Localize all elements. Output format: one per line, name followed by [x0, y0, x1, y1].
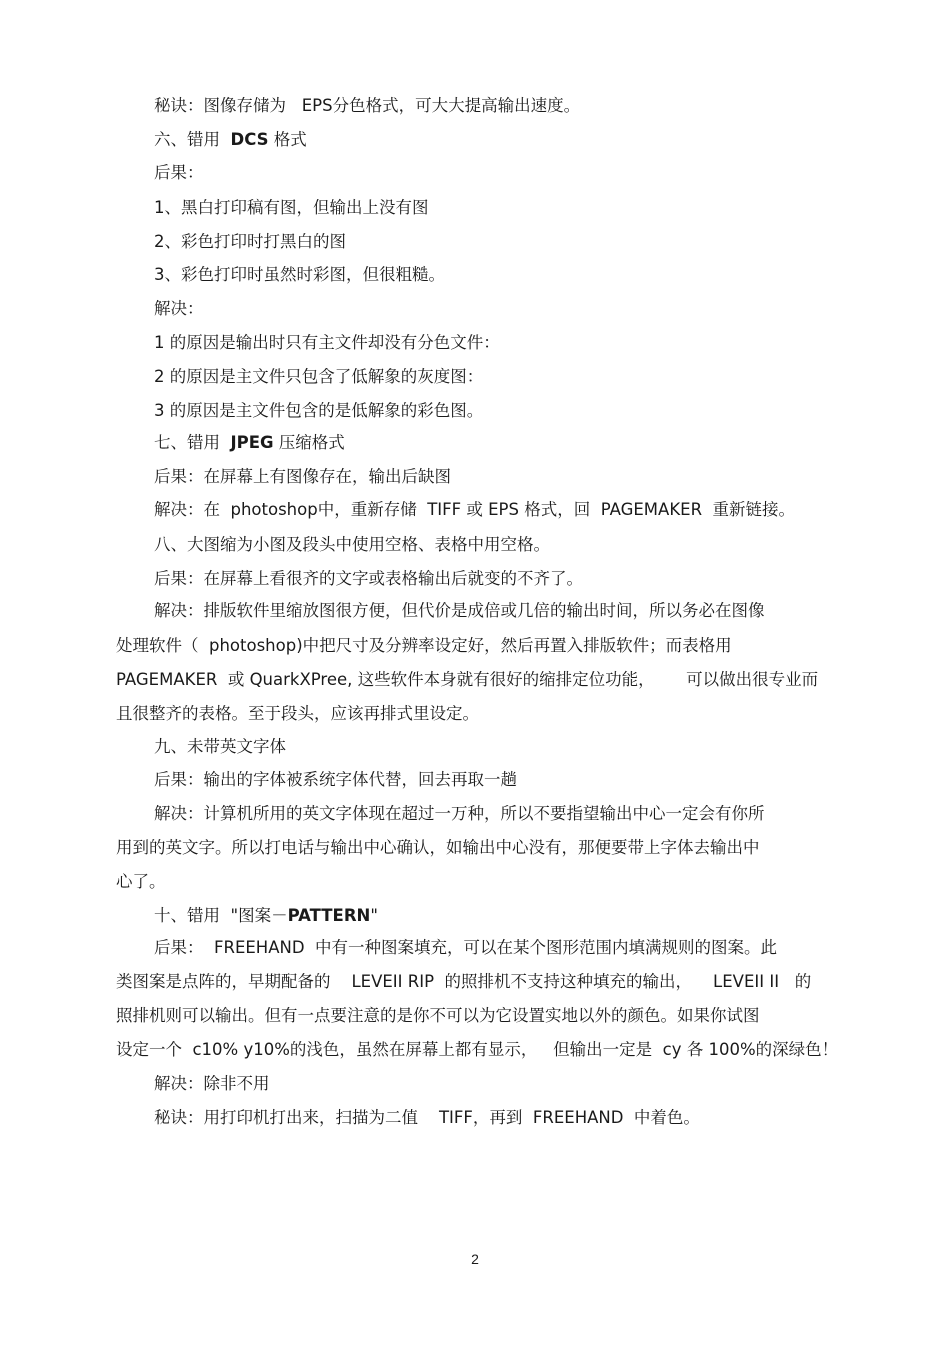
text-line: PAGEMAKER 或 QuarkXPree, 这些软件本身就有很好的缩排定位功能， 可以做出很专业而: [116, 670, 819, 689]
text-line: 3 的原因是主文件包含的是低解象的彩色图。: [154, 401, 484, 420]
text-line: 后果：在屏幕上有图像存在，输出后缺图: [154, 467, 451, 486]
text-line: 后果：输出的字体被系统字体代替，回去再取一趟: [154, 770, 517, 789]
text-line: 1 的原因是输出时只有主文件却没有分色文件：: [154, 333, 500, 352]
text-line: 解决：计算机所用的英文字体现在超过一万种，所以不要指望输出中心一定会有你所: [154, 804, 765, 823]
text-line: 解决：在 photoshop中，重新存储 TIFF 或 EPS 格式，回 PAGEMAKER 重新链接。: [154, 500, 796, 519]
section-heading: 八、大图缩为小图及段头中使用空格、表格中用空格。: [154, 535, 550, 554]
text-line: 解决：: [154, 299, 204, 318]
text-line: 且很整齐的表格。至于段头，应该再排式里设定。: [116, 704, 479, 723]
text-line: 后果：在屏幕上看很齐的文字或表格输出后就变的不齐了。: [154, 569, 583, 588]
text-line: 后果：: [154, 163, 204, 182]
text-line: 处理软件（ photoshop)中把尺寸及分辨率设定好，然后再置入排版软件；而表格用: [116, 636, 732, 655]
text-line: 2 的原因是主文件只包含了低解象的灰度图：: [154, 367, 484, 386]
page-number: 2: [471, 1251, 479, 1267]
text-line: 3、彩色打印时虽然时彩图，但很粗糙。: [154, 265, 445, 284]
text-line: 用到的英文字。所以打电话与输出中心确认，如输出中心没有，那便要带上字体去输出中: [116, 838, 760, 857]
section-heading: 十、错用 "图案－PATTERN": [154, 906, 378, 925]
text-line: 秘诀：图像存储为 EPS分色格式，可大大提高输出速度。: [154, 96, 581, 115]
section-heading: 九、未带英文字体: [154, 737, 286, 756]
section-heading: 六、错用 DCS 格式: [154, 130, 307, 149]
section-heading: 七、错用 JPEG 压缩格式: [154, 433, 345, 452]
text-line: 秘诀：用打印机打出来，扫描为二值 TIFF，再到 FREEHAND 中着色。: [154, 1108, 700, 1127]
text-line: 解决：排版软件里缩放图很方便，但代价是成倍或几倍的输出时间，所以务必在图像: [154, 601, 765, 620]
text-line: 1、黑白打印稿有图，但输出上没有图: [154, 198, 429, 217]
text-line: 2、彩色打印时打黑白的图: [154, 232, 346, 251]
text-line: 照排机则可以输出。但有一点要注意的是你不可以为它设置实地以外的颜色。如果你试图: [116, 1006, 760, 1025]
text-line: 解决：除非不用: [154, 1074, 270, 1093]
text-line: 后果： FREEHAND 中有一种图案填充，可以在某个图形范围内填满规则的图案。此: [154, 938, 778, 957]
text-line: 类图案是点阵的，早期配备的 LEVEII RIP 的照排机不支持这种填充的输出， LEVEII II 的: [116, 972, 812, 991]
text-line: 设定一个 c10% y10%的浅色，虽然在屏幕上都有显示， 但输出一定是 cy 各 100%的深绿色！: [116, 1040, 839, 1059]
text-line: 心了。: [116, 872, 166, 891]
